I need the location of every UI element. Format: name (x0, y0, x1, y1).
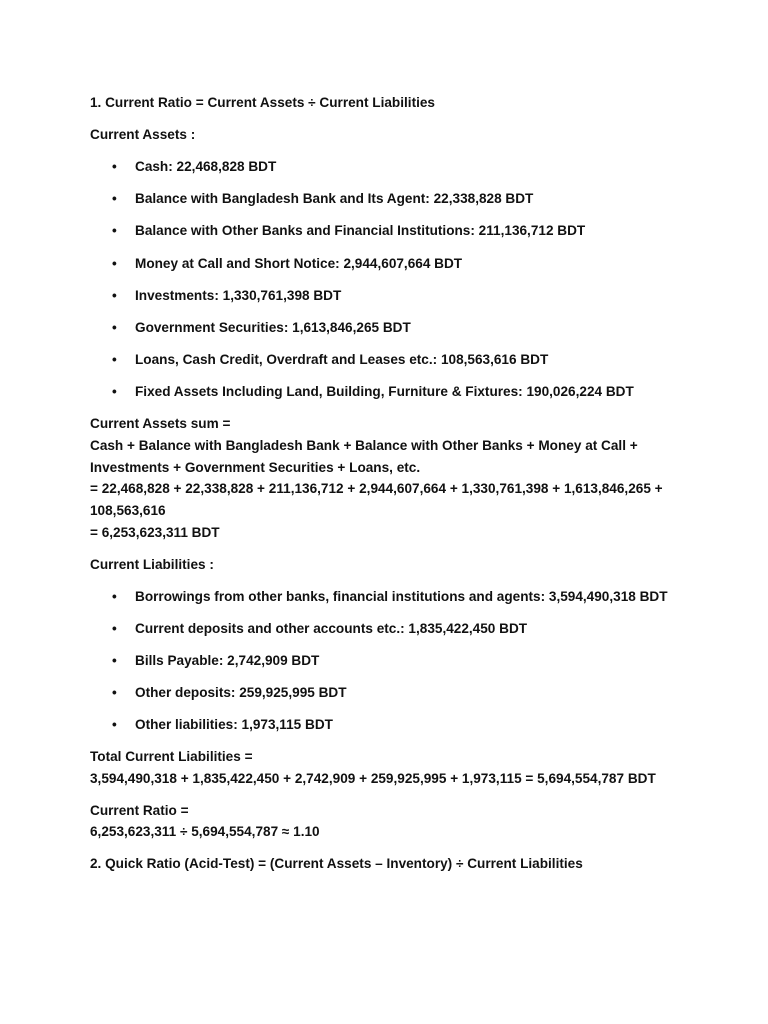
sum-line: Investments + Government Securities + Loans, etc. (90, 459, 421, 475)
section-heading-current-ratio: 1. Current Ratio = Current Assets ÷ Current Liabilities (90, 95, 435, 110)
sum-result: = 6,253,623,311 BDT (90, 524, 220, 540)
list-item: • Current deposits and other accounts etc.: 1,835,422,450 BDT (90, 618, 690, 640)
list-item: • Borrowings from other banks, financial institutions and agents: 3,594,490,318 BDT (90, 586, 690, 608)
bullet-icon: • (112, 255, 117, 271)
bullet-icon: • (112, 685, 117, 701)
current-liabilities-list (90, 586, 690, 737)
current-assets-sum (90, 413, 690, 543)
bullet-icon: • (112, 352, 117, 368)
list-item: • Money at Call and Short Notice: 2,944,607,664 BDT (90, 253, 690, 275)
list-item: • Other liabilities: 1,973,115 BDT (90, 714, 690, 736)
bullet-icon: • (112, 287, 117, 303)
list-item: • Fixed Assets Including Land, Building, Furniture & Fixtures: 190,026,224 BDT (90, 381, 690, 403)
list-item: • Government Securities: 1,613,846,265 BDT (90, 317, 690, 339)
total-current-liabilities (90, 746, 690, 789)
ratio-line: 6,253,623,311 ÷ 5,694,554,787 ≈ 1.10 (90, 824, 320, 840)
list-item: • Bills Payable: 2,742,909 BDT (90, 650, 690, 672)
section-heading-quick-ratio: 2. Quick Ratio (Acid-Test) = (Current Assets – Inventory) ÷ Current Liabilities (90, 856, 583, 872)
sum-title: Current Assets sum = (90, 416, 231, 432)
ratio-title: Current Ratio = (90, 802, 189, 818)
bullet-icon: • (112, 191, 117, 207)
bullet-icon: • (112, 620, 117, 636)
bullet-icon: • (112, 319, 117, 335)
bullet-icon: • (112, 717, 117, 733)
list-item: • Loans, Cash Credit, Overdraft and Leases etc.: 108,563,616 BDT (90, 349, 690, 371)
list-item: • Balance with Other Banks and Financial Institutions: 211,136,712 BDT (90, 220, 690, 242)
list-item: • Balance with Bangladesh Bank and Its Agent: 22,338,828 BDT (90, 188, 690, 210)
current-ratio-result (90, 800, 690, 843)
current-liabilities-label: Current Liabilities : (90, 556, 214, 572)
list-item: • Other deposits: 259,925,995 BDT (90, 682, 690, 704)
sum-line: Cash + Balance with Bangladesh Bank + Balance with Other Banks + Money at Call + (90, 438, 638, 454)
bullet-icon: • (112, 384, 117, 400)
document-body (90, 92, 690, 885)
sum-line: = 22,468,828 + 22,338,828 + 211,136,712 + 2,944,607,664 + 1,330,761,398 + 1,613,846,265 + (90, 481, 663, 497)
sum-line: 108,563,616 (90, 503, 166, 519)
bullet-icon: • (112, 652, 117, 668)
bullet-icon: • (112, 588, 117, 604)
current-assets-list (90, 156, 690, 403)
bullet-icon: • (112, 223, 117, 239)
current-assets-label: Current Assets : (90, 127, 196, 142)
total-line: 3,594,490,318 + 1,835,422,450 + 2,742,909 + 259,925,995 + 1,973,115 = 5,694,554,787 BDT (90, 770, 656, 786)
total-title: Total Current Liabilities = (90, 749, 253, 765)
list-item: • Investments: 1,330,761,398 BDT (90, 285, 690, 307)
bullet-icon: • (112, 159, 117, 174)
list-item: • Cash: 22,468,828 BDT (90, 156, 690, 178)
